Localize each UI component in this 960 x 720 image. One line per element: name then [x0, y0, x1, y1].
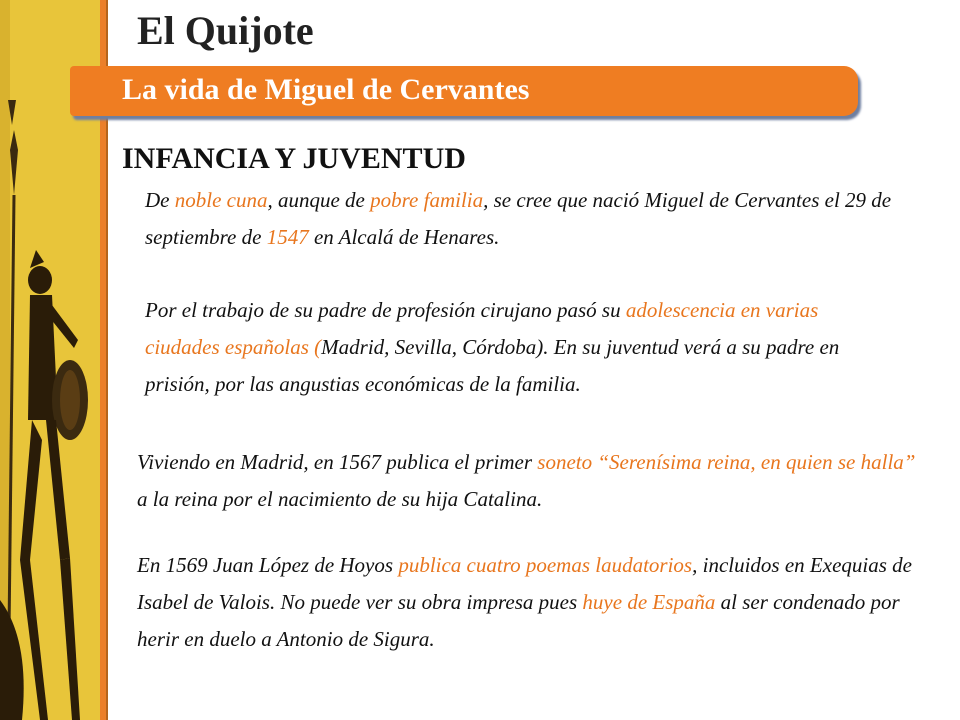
paragraph-text: Viviendo en Madrid, en 1567 publica el primer	[137, 450, 538, 474]
paragraph-text: De	[145, 188, 175, 212]
paragraph-text: a la reina por el nacimiento de su hija Catalina.	[137, 487, 543, 511]
paragraph-sonnet	[137, 444, 927, 518]
highlighted-text: huye de España	[582, 590, 716, 614]
paragraph-text: Madrid, Sevilla, Córdoba). En su juventud verá a su padre en prisión, por las angustias económicas de la familia.	[145, 335, 840, 396]
section-heading: INFANCIA Y JUVENTUD	[122, 142, 466, 175]
highlighted-text: soneto “Serenísima reina, en quien se halla”	[537, 450, 916, 474]
paragraph-text: En 1569 Juan López de Hoyos	[137, 553, 399, 577]
subtitle-text: La vida de Miguel de Cervantes	[122, 73, 530, 106]
paragraph-text: al ser condenado por herir en duelo a Antonio de Sigura.	[137, 590, 900, 651]
highlighted-text: noble cuna	[174, 188, 268, 212]
highlighted-text: publica cuatro poemas laudatorios	[398, 553, 693, 577]
highlighted-text: pobre familia	[370, 188, 484, 212]
paragraph-text: , aunque de	[267, 188, 371, 212]
paragraph-poems	[137, 547, 927, 658]
paragraph-adolescence	[145, 292, 895, 403]
paragraph-text: en Alcalá de Henares.	[308, 225, 500, 249]
page-title: El Quijote	[137, 8, 314, 53]
highlighted-text: 1547	[266, 225, 309, 249]
paragraph-text: Por el trabajo de su padre de profesión cirujano pasó su	[145, 298, 626, 322]
paragraph-text: , se cree que nació Miguel de Cervantes el 29 de septiembre de	[145, 188, 892, 249]
highlighted-text: adolescencia en varias ciudades españolas (	[145, 298, 819, 359]
paragraph-text: , incluidos en Exequias de Isabel de Valois. No puede ver su obra impresa pues	[137, 553, 912, 614]
paragraph-birth	[145, 182, 895, 256]
subtitle-banner	[70, 66, 858, 116]
